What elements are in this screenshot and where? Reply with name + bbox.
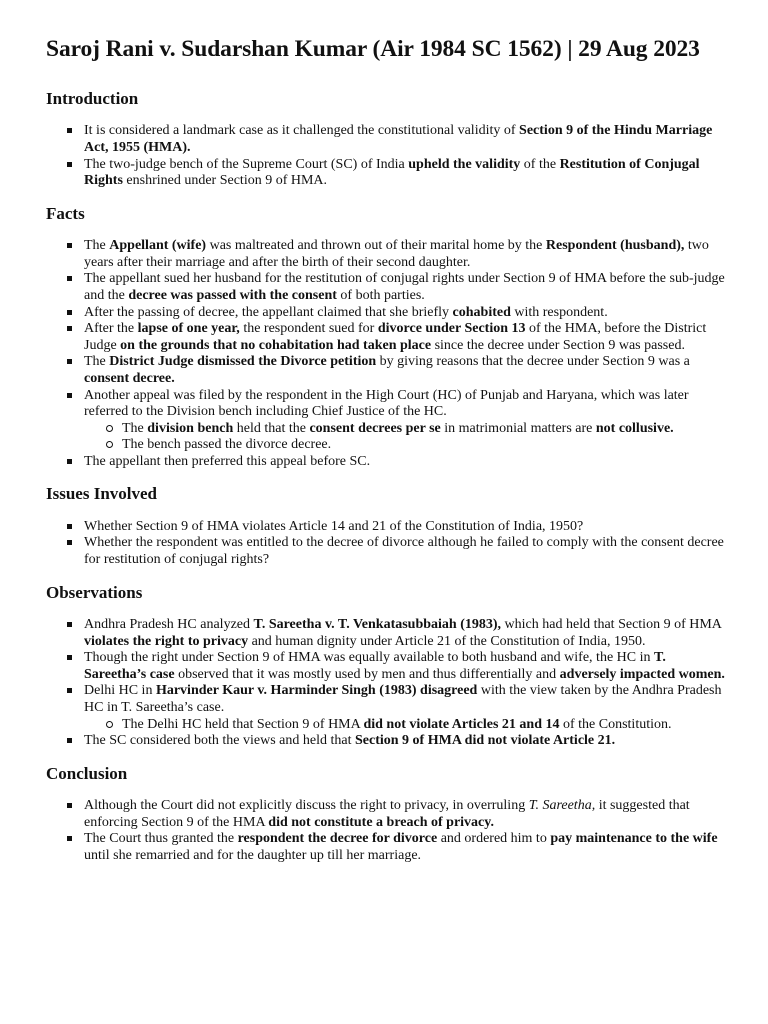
bold-text: did not constitute a breach of privacy. <box>268 814 494 830</box>
section-facts <box>46 204 728 471</box>
bold-text: did not violate Articles 21 and 14 <box>363 716 560 732</box>
section-heading: Issues Involved <box>46 484 158 504</box>
section-conclusion <box>46 764 728 865</box>
text-run: Although the Court did not explicitly discuss the right to privacy, in overruling <box>84 798 529 814</box>
section-heading: Introduction <box>46 89 139 109</box>
text-run: and ordered him to <box>437 831 551 847</box>
text-run: the respondent sued for <box>239 321 378 337</box>
text-run: of both parties. <box>336 287 425 303</box>
italic-text: T. Sareetha, <box>528 798 596 814</box>
bold-text: adversely impacted women. <box>559 666 725 682</box>
sub-list-item <box>122 717 728 734</box>
text-run: Whether the respondent was entitled to the decree of divorce although he failed to comply with the consent decree for restitution of conjugal rights? <box>84 535 724 568</box>
bold-text: cohabited <box>452 304 511 320</box>
document-body <box>46 89 728 865</box>
bold-text: not collusive. <box>595 420 674 436</box>
section-heading: Observations <box>46 582 143 602</box>
bold-text: consent decrees per se <box>309 420 441 436</box>
text-run: and human dignity under Article 21 of the Constitution of India, 1950. <box>248 633 646 649</box>
bold-text: violates the right to privacy <box>84 633 249 649</box>
text-run: Andhra Pradesh HC analyzed <box>84 617 254 633</box>
bold-text: Restitution of Conjugal Rights <box>84 156 700 189</box>
text-run: with respondent. <box>510 304 608 320</box>
bold-text: Section 9 of HMA did not violate Article 21. <box>355 733 616 749</box>
text-run: After the <box>84 321 138 337</box>
text-run: The appellant then preferred this appeal before SC. <box>84 453 371 469</box>
text-run: Delhi HC in <box>84 683 156 699</box>
bold-text: decree was passed with the consent <box>128 287 337 303</box>
list-item <box>84 519 728 536</box>
list-item <box>84 354 728 387</box>
list-item <box>84 798 728 831</box>
list-item <box>84 157 728 190</box>
text-run: The <box>84 354 110 370</box>
text-run: After the passing of decree, the appellant claimed that she briefly <box>84 304 453 320</box>
bold-text: Harvinder Kaur v. Harminder Singh (1983) disagreed <box>155 683 478 699</box>
bold-text: pay maintenance to the wife <box>550 831 718 847</box>
text-run: It is considered a landmark case as it challenged the constitutional validity of <box>84 123 520 139</box>
list-item <box>84 321 728 354</box>
bullet-list <box>46 519 728 569</box>
sub-list-item <box>122 421 728 438</box>
section-heading: Facts <box>46 203 85 223</box>
text-run: of the HMA, before the District Judge <box>84 321 707 353</box>
text-run: Though the right under Section 9 of HMA was equally available to both husband and wife, the HC in <box>84 650 655 666</box>
bold-text: Section 9 of the Hindu Marriage Act, 1955 (HMA). <box>84 123 713 155</box>
list-item <box>84 388 728 454</box>
bold-text: District Judge dismissed the Divorce petition <box>109 354 377 370</box>
text-run: it suggested that enforcing Section 9 of the HMA <box>84 798 690 830</box>
bold-text: T. Sareetha v. T. Venkatasubbaiah (1983), <box>253 617 502 633</box>
text-run: The Delhi HC held that Section 9 of HMA <box>122 716 364 732</box>
list-item <box>84 305 728 322</box>
list-item <box>84 617 728 650</box>
text-run: Whether Section 9 of HMA violates Article 14 and 21 of the Constitution of India, 1950? <box>84 518 584 534</box>
bullet-list <box>46 798 728 864</box>
text-run: The <box>84 238 110 254</box>
bullet-list <box>46 238 728 470</box>
text-run: of the <box>520 156 560 172</box>
text-run: The <box>122 420 148 436</box>
text-run: The SC considered both the views and held that <box>84 733 355 749</box>
text-run: Another appeal was filed by the respondent in the High Court (HC) of Punjab and Haryana, which was later referred to the Division bench including Chief Justice of the HC. <box>84 387 689 420</box>
text-run: held that the <box>233 420 310 436</box>
bold-text: lapse of one year, <box>137 321 240 337</box>
list-item <box>84 271 728 304</box>
bullet-list <box>46 123 728 189</box>
text-run: The bench passed the divorce decree. <box>122 437 332 453</box>
section-observations <box>46 583 728 750</box>
text-run: enshrined under Section 9 of HMA. <box>122 173 328 189</box>
section-introduction <box>46 89 728 190</box>
list-item <box>84 454 728 471</box>
document-title: Saroj Rani v. Sudarshan Kumar (Air 1984 SC 1562) | 29 Aug 2023 <box>46 36 700 62</box>
bold-text: Respondent (husband), <box>545 238 685 254</box>
text-run: by giving reasons that the decree under Section 9 was a <box>376 354 690 370</box>
bold-text: respondent the decree for divorce <box>237 831 438 847</box>
text-run: with the view taken by the Andhra Pradesh HC in T. Sareetha’s case. <box>84 683 722 716</box>
text-run: observed that it was mostly used by men and thus differentially and <box>174 666 560 682</box>
text-run: The two-judge bench of the Supreme Court (SC) of India <box>84 156 409 172</box>
sub-list-item <box>122 437 728 454</box>
text-run: two years after their marriage and after the birth of their second daughter. <box>84 238 709 270</box>
bold-text: consent decree. <box>84 370 175 386</box>
text-run: The Court thus granted the <box>84 831 238 847</box>
list-item <box>84 831 728 864</box>
section-issues-involved <box>46 484 728 568</box>
section-heading: Conclusion <box>46 763 128 783</box>
list-item <box>84 650 728 683</box>
bullet-list <box>46 617 728 750</box>
bold-text: Appellant (wife) <box>109 238 207 254</box>
list-item <box>84 123 728 156</box>
text-run: of the Constitution. <box>559 716 672 732</box>
bold-text: T. Sareetha’s case <box>84 650 666 682</box>
text-run: The appellant sued her husband for the restitution of conjugal rights under Section 9 of HMA before the sub-judge and the <box>84 271 725 303</box>
sub-bullet-list <box>84 717 728 734</box>
bold-text: division bench <box>147 420 234 436</box>
text-run: was maltreated and thrown out of their marital home by the <box>206 238 546 254</box>
list-item <box>84 535 728 568</box>
text-run: since the decree under Section 9 was passed. <box>431 337 685 353</box>
sub-bullet-list <box>84 421 728 454</box>
list-item <box>84 238 728 271</box>
list-item <box>84 733 728 750</box>
text-run: which had held that Section 9 of HMA <box>501 617 722 633</box>
bold-text: on the grounds that no cohabitation had taken place <box>120 337 432 353</box>
bold-text: divorce under Section 13 <box>377 321 526 337</box>
bold-text: upheld the validity <box>408 156 521 172</box>
text-run: until she remarried and for the daughter up till her marriage. <box>84 847 422 863</box>
text-run: in matrimonial matters are <box>440 420 596 436</box>
list-item <box>84 683 728 733</box>
